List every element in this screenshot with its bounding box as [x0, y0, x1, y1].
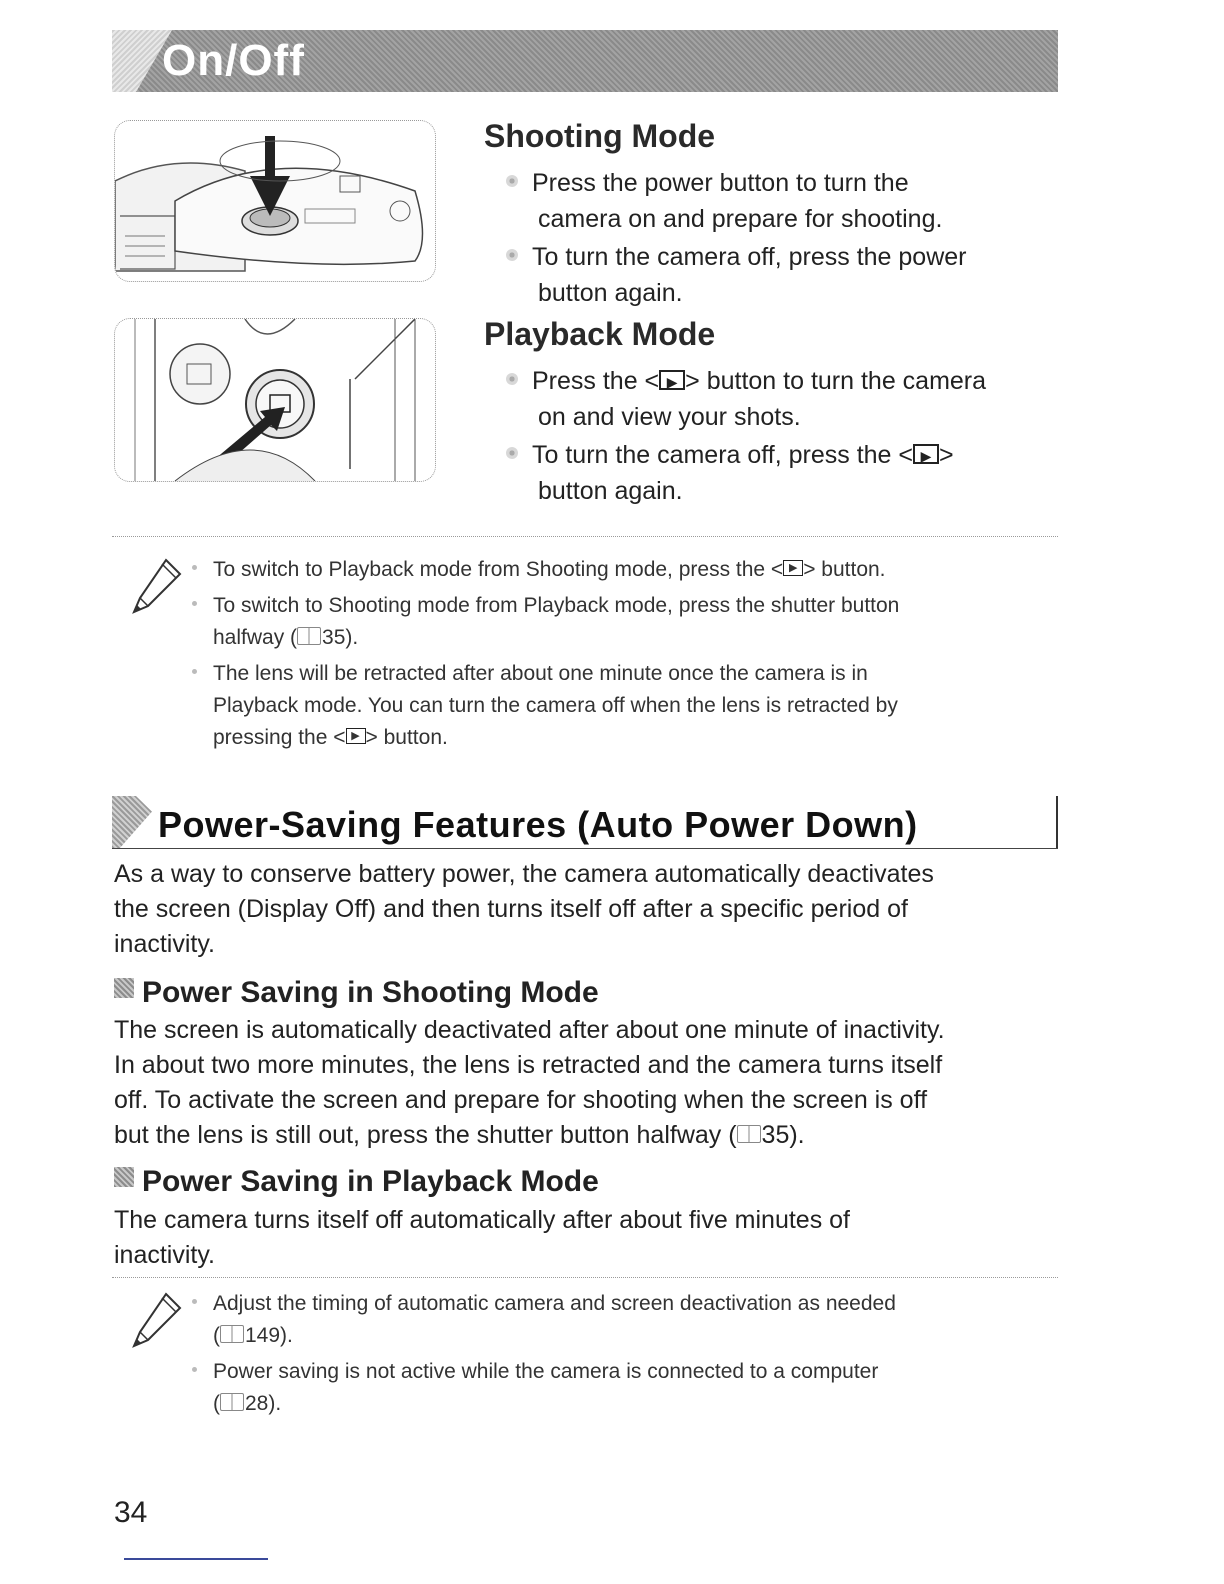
- note-4-line-2-pre: (: [213, 1324, 220, 1347]
- note-3-line-3-pre: pressing the <: [213, 726, 346, 749]
- note-list-2: [192, 1288, 1052, 1420]
- intro-line-3: inactivity.: [114, 930, 215, 958]
- note-3: [192, 658, 1052, 690]
- power-button-illustration: [114, 120, 436, 282]
- power-saving-intro: [114, 857, 1064, 962]
- note-2-line-1: To switch to Shooting mode from Playback mode, press the shutter button: [213, 594, 900, 617]
- divider: [112, 1277, 1058, 1278]
- sub-heading-marker: [114, 978, 134, 998]
- intro-line-1: As a way to conserve battery power, the camera automatically deactivates: [114, 860, 934, 888]
- shooting-bullet-2-line-1: To turn the camera off, press the power: [532, 243, 967, 271]
- shooting-bullet-2: [506, 239, 1066, 311]
- note-2-line-2-post: ).: [345, 626, 359, 649]
- playback-power-heading: [114, 1165, 599, 1199]
- page-reference: 35: [322, 626, 346, 649]
- playback-power-body: [114, 1203, 1064, 1273]
- book-reference-icon: [737, 1125, 761, 1143]
- bullet-icon: [506, 447, 518, 459]
- bullet-icon: [506, 249, 518, 261]
- page-reference: 28: [245, 1392, 269, 1415]
- shooting-bullet-2-line-2: button again.: [538, 279, 683, 307]
- playback-button-icon: ▶: [659, 370, 685, 390]
- bullet-icon: [506, 373, 518, 385]
- section-accent: [112, 796, 152, 848]
- bullet-icon: [192, 1367, 197, 1372]
- playback-mode-heading: Playback Mode: [484, 316, 716, 352]
- play-line-2: inactivity.: [114, 1241, 215, 1269]
- intro-line-2: the screen (Display Off) and then turns itself off after a specific period of: [114, 895, 908, 923]
- playback-button-icon: ▶: [913, 444, 939, 464]
- note-5-line-1: Power saving is not active while the camera is connected to a computer: [213, 1360, 879, 1383]
- pencil-note-icon: [128, 556, 184, 621]
- playback-bullet-2: [506, 437, 1086, 509]
- note-1-pre: To switch to Playback mode from Shooting mode, press the <: [213, 558, 784, 581]
- note-list-1: [192, 554, 1052, 754]
- sub-heading-marker: [114, 1167, 134, 1187]
- bullet-icon: [192, 1299, 197, 1304]
- play-line-1: The camera turns itself off automatically after about five minutes of: [114, 1206, 850, 1234]
- page-reference: 35: [761, 1121, 790, 1149]
- shoot-line-4: [114, 1118, 1074, 1153]
- page-reference: 149: [245, 1324, 281, 1347]
- note-2: [192, 590, 1052, 622]
- bullet-icon: [192, 601, 197, 606]
- note-4: [192, 1288, 1052, 1320]
- book-reference-icon: [220, 1393, 244, 1411]
- note-3-line-3: [192, 722, 1052, 754]
- shooting-bullet-1-line-2: camera on and prepare for shooting.: [538, 205, 943, 233]
- playback-bullet-1: [506, 363, 1086, 435]
- page-number: 34: [114, 1496, 148, 1529]
- pencil-note-icon: [128, 1290, 184, 1355]
- shoot-line-1: The screen is automatically deactivated after about one minute of inactivity.: [114, 1016, 945, 1044]
- page-title: On/Off: [162, 36, 305, 85]
- note-1: [192, 554, 1052, 586]
- playback-button-icon: ▶: [783, 560, 803, 576]
- bullet-icon: [192, 669, 197, 674]
- bullet-icon: [192, 565, 197, 570]
- note-5-line-2: [192, 1388, 1052, 1420]
- note-4-line-2-post: ).: [280, 1324, 293, 1347]
- shoot-line-2: In about two more minutes, the lens is retracted and the camera turns itself: [114, 1051, 943, 1079]
- section-underline: [112, 848, 1058, 849]
- shoot-line-3: off. To activate the screen and prepare for shooting when the screen is off: [114, 1086, 928, 1114]
- note-2-line-2-pre: halfway (: [213, 626, 298, 649]
- note-4-line-2: [192, 1320, 1052, 1352]
- shoot-line-4-post: ).: [789, 1121, 805, 1149]
- note-3-line-1: The lens will be retracted after about one minute once the camera is in: [213, 662, 868, 685]
- playback-bullet-1-line-2: on and view your shots.: [538, 403, 801, 431]
- shooting-bullet-1-line-1: Press the power button to turn the: [532, 169, 909, 197]
- note-2-line-2: [192, 622, 1052, 654]
- note-5: [192, 1356, 1052, 1388]
- playback-bullet-2-pre: To turn the camera off, press the <: [532, 441, 913, 469]
- playback-bullet-1-post: > button to turn the camera: [685, 367, 987, 395]
- note-3-line-3-post: > button.: [365, 726, 448, 749]
- note-4-line-1: Adjust the timing of automatic camera and screen deactivation as needed: [213, 1292, 896, 1315]
- playback-bullet-2-post: >: [939, 441, 954, 469]
- shooting-power-body: [114, 1013, 1074, 1153]
- section-edge: [1056, 796, 1058, 848]
- divider: [112, 536, 1058, 537]
- playback-button-illustration: [114, 318, 436, 482]
- book-reference-icon: [220, 1325, 244, 1343]
- playback-bullet-1-pre: Press the <: [532, 367, 660, 395]
- shooting-mode-heading: Shooting Mode: [484, 118, 716, 154]
- playback-bullet-2-line-2: button again.: [538, 477, 683, 505]
- note-1-post: > button.: [803, 558, 886, 581]
- shoot-line-4-pre: but the lens is still out, press the shutter button halfway (: [114, 1121, 737, 1149]
- shooting-power-heading: [114, 976, 599, 1010]
- bullet-icon: [506, 175, 518, 187]
- note-5-line-2-post: ).: [268, 1392, 282, 1415]
- note-3-line-2: Playback mode. You can turn the camera off when the lens is retracted by: [213, 694, 898, 717]
- playback-button-icon: ▶: [346, 728, 366, 744]
- book-reference-icon: [297, 627, 321, 645]
- footer-rule: [124, 1558, 268, 1560]
- playback-power-heading-text: Power Saving in Playback Mode: [142, 1165, 599, 1198]
- shooting-power-heading-text: Power Saving in Shooting Mode: [142, 976, 599, 1009]
- power-saving-heading: Power-Saving Features (Auto Power Down): [158, 804, 918, 845]
- note-5-line-2-pre: (: [213, 1392, 220, 1415]
- shooting-bullet-1: [506, 165, 1066, 237]
